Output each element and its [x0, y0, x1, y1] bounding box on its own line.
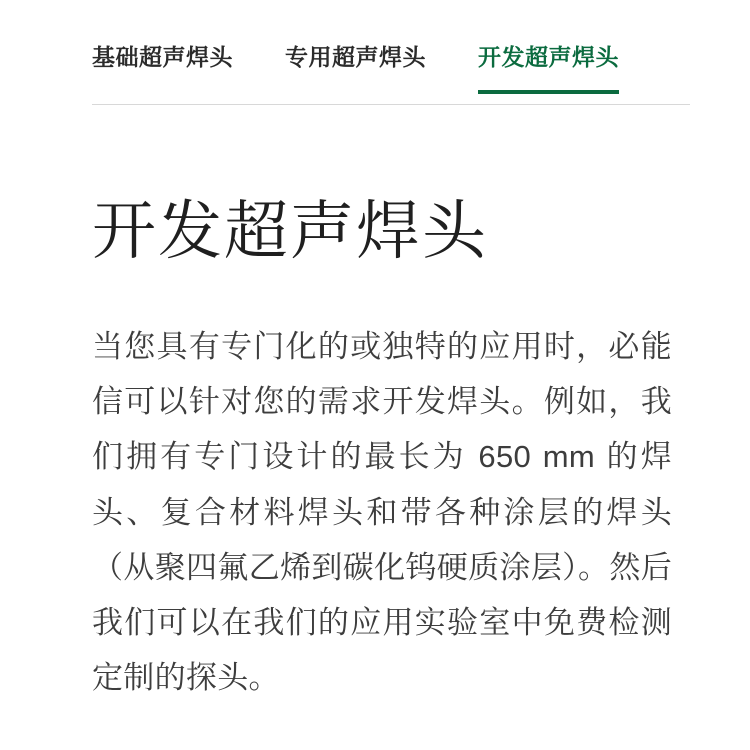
- tab-bar: [0, 44, 750, 106]
- page-title: 开发超声焊头: [92, 194, 488, 267]
- tab-basic-sonotrode[interactable]: 基础超声焊头: [92, 44, 233, 70]
- tab-bar-divider: [92, 104, 690, 105]
- tab-dedicated-sonotrode[interactable]: 专用超声焊头: [285, 44, 426, 70]
- body-paragraph: 当您具有专门化的或独特的应用时，必能信可以针对您的需求开发焊头。例如，我们拥有专门设计的最长为 650 mm 的焊头、复合材料焊头和带各种涂层的焊头（从聚四氟乙烯到碳化钨硬质涂层）。然后我们可以在我们的应用实验室中免费检测定制的探头。: [92, 329, 672, 696]
- tab-development-sonotrode[interactable]: 开发超声焊头: [478, 44, 619, 94]
